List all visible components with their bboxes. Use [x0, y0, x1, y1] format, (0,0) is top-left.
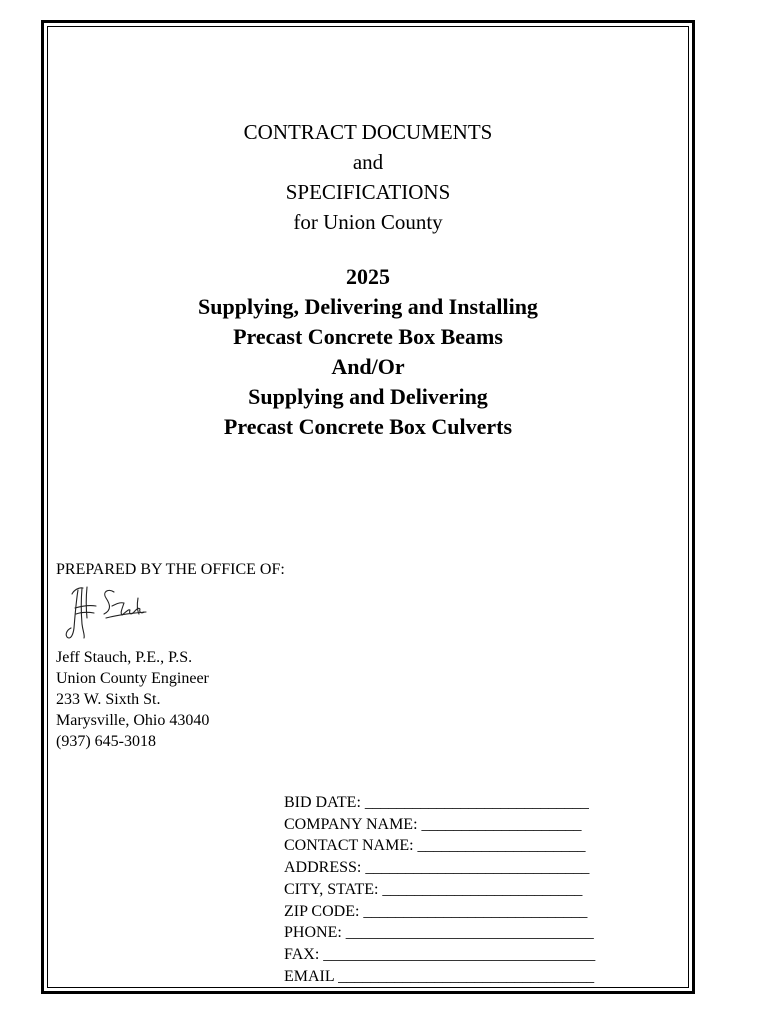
company-name-field: COMPANY NAME: ____________________ — [284, 815, 582, 833]
project-line-4: And/Or — [331, 354, 405, 379]
contact-name-field: CONTACT NAME: _____________________ — [284, 837, 586, 855]
engineer-name: Jeff Stauch, P.E., P.S. — [56, 649, 193, 666]
engineer-title: Union County Engineer — [56, 670, 209, 687]
engineer-phone: (937) 645-3018 — [56, 733, 156, 750]
engineer-street: 233 W. Sixth St. — [56, 691, 161, 708]
email-field: EMAIL ________________________________ — [284, 967, 595, 985]
title-line-2: and — [352, 150, 384, 174]
project-title — [47, 262, 689, 442]
title-line-4: for Union County — [293, 210, 443, 234]
project-line-5: Supplying and Delivering — [248, 384, 488, 409]
engineer-city: Marysville, Ohio 43040 — [56, 712, 210, 729]
document-title — [47, 117, 689, 237]
engineer-contact — [56, 647, 209, 752]
address-field: ADDRESS: ____________________________ — [284, 859, 590, 877]
project-year: 2025 — [346, 264, 390, 289]
title-line-3: SPECIFICATIONS — [285, 180, 451, 204]
zip-code-field: ZIP CODE: ____________________________ — [284, 902, 588, 920]
phone-field: PHONE: _______________________________ — [284, 924, 594, 942]
prepared-by-label: PREPARED BY THE OFFICE OF: — [56, 561, 285, 578]
project-line-6: Precast Concrete Box Culverts — [223, 414, 513, 439]
bid-date-field: BID DATE: ____________________________ — [284, 794, 589, 811]
project-line-3: Precast Concrete Box Beams — [233, 324, 503, 349]
fax-field: FAX: __________________________________ — [284, 945, 596, 963]
bid-form — [284, 792, 595, 987]
title-line-1: CONTRACT DOCUMENTS — [243, 120, 493, 144]
project-line-2: Supplying, Delivering and Installing — [198, 294, 538, 319]
signature-icon — [60, 582, 152, 644]
city-state-field: CITY, STATE: _________________________ — [284, 880, 583, 898]
